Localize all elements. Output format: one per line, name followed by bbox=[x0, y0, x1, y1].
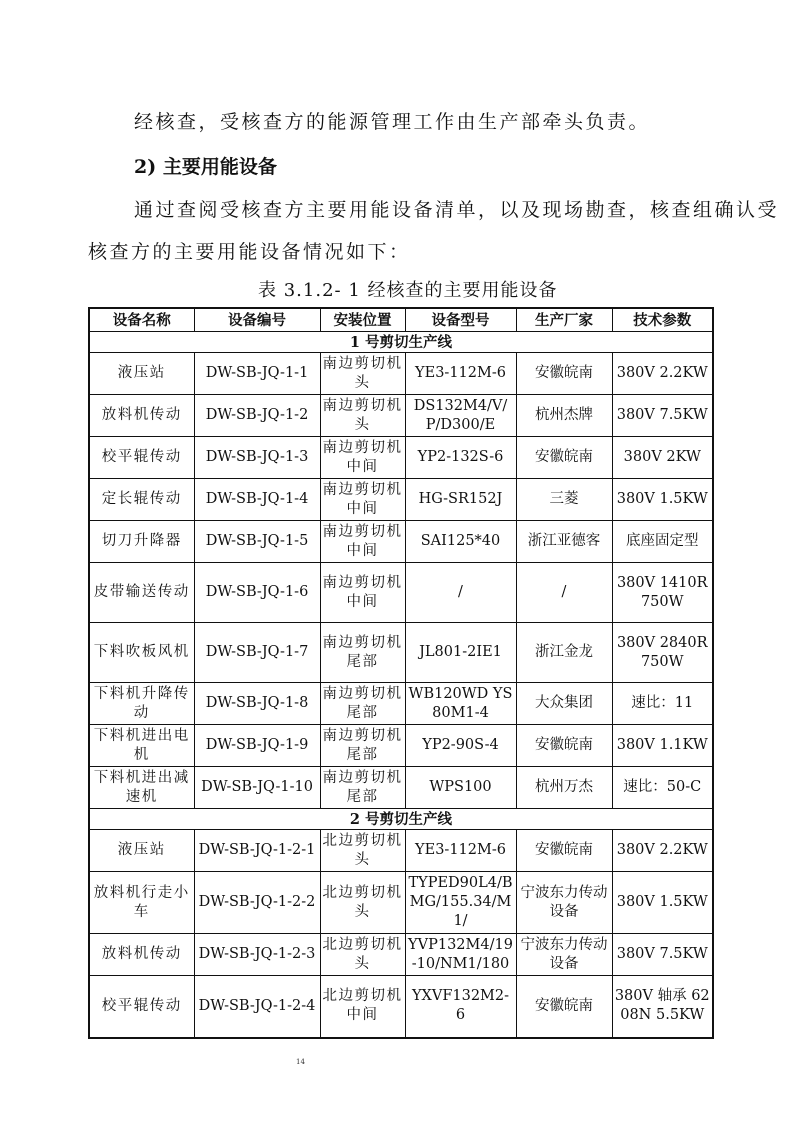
table-row bbox=[89, 767, 713, 809]
table-cell: 校平辊传动 bbox=[89, 437, 194, 479]
table-cell: 杭州万杰 bbox=[516, 767, 612, 809]
table-cell: 南边剪切机中间 bbox=[320, 563, 405, 623]
header-cell: 设备名称 bbox=[89, 308, 194, 332]
table-cell: 北边剪切机头 bbox=[320, 872, 405, 934]
table-cell: YP2-132S-6 bbox=[405, 437, 516, 479]
header-cell: 设备型号 bbox=[405, 308, 516, 332]
section-row bbox=[89, 809, 713, 830]
table-cell: 南边剪切机中间 bbox=[320, 437, 405, 479]
table-cell: 北边剪切机中间 bbox=[320, 976, 405, 1038]
table-cell: 南边剪切机尾部 bbox=[320, 683, 405, 725]
table-row bbox=[89, 934, 713, 976]
table-cell: 安徽皖南 bbox=[516, 353, 612, 395]
table-row bbox=[89, 872, 713, 934]
table-cell: 速比：11 bbox=[612, 683, 713, 725]
table-cell: 南边剪切机头 bbox=[320, 395, 405, 437]
table-cell: DW-SB-JQ-1-2-2 bbox=[194, 872, 320, 934]
section-heading: 2) 主要用能设备 bbox=[134, 156, 277, 178]
header-cell: 技术参数 bbox=[612, 308, 713, 332]
table-cell: 下料吹板风机 bbox=[89, 623, 194, 683]
table-cell: 液压站 bbox=[89, 353, 194, 395]
table-cell: DW-SB-JQ-1-10 bbox=[194, 767, 320, 809]
table-cell: 380V 轴承 6208N 5.5KW bbox=[612, 976, 713, 1038]
table-row bbox=[89, 437, 713, 479]
table-cell: 切刀升降器 bbox=[89, 521, 194, 563]
table-cell: 380V 2KW bbox=[612, 437, 713, 479]
section-label: 2 号剪切生产线 bbox=[89, 809, 713, 830]
table-cell: 南边剪切机中间 bbox=[320, 479, 405, 521]
table-cell: / bbox=[405, 563, 516, 623]
table-cell: DW-SB-JQ-1-6 bbox=[194, 563, 320, 623]
table-cell: 底座固定型 bbox=[612, 521, 713, 563]
table-cell: YVP132M4/19-10/NM1/180 bbox=[405, 934, 516, 976]
table-cell: 三菱 bbox=[516, 479, 612, 521]
table-cell: 南边剪切机中间 bbox=[320, 521, 405, 563]
table-cell: WB120WD YS80M1-4 bbox=[405, 683, 516, 725]
table-cell: 南边剪切机尾部 bbox=[320, 767, 405, 809]
table-cell: 南边剪切机尾部 bbox=[320, 623, 405, 683]
paragraph-responsibility: 经核查，受核查方的能源管理工作由生产部牵头负责。 bbox=[134, 111, 651, 133]
table-cell: WPS100 bbox=[405, 767, 516, 809]
table-cell: 380V 7.5KW bbox=[612, 395, 713, 437]
section-label: 1 号剪切生产线 bbox=[89, 332, 713, 353]
table-cell: 380V 7.5KW bbox=[612, 934, 713, 976]
table-cell: 杭州杰牌 bbox=[516, 395, 612, 437]
page-number: 14 bbox=[296, 1058, 305, 1066]
header-cell: 安装位置 bbox=[320, 308, 405, 332]
table-caption: 表 3.1.2- 1 经核查的主要用能设备 bbox=[258, 280, 558, 301]
table-cell: 下料机升降传动 bbox=[89, 683, 194, 725]
table-cell: 安徽皖南 bbox=[516, 830, 612, 872]
table-row bbox=[89, 623, 713, 683]
table-cell: HG-SR152J bbox=[405, 479, 516, 521]
table-cell: SAI125*40 bbox=[405, 521, 516, 563]
table-cell: YP2-90S-4 bbox=[405, 725, 516, 767]
table-cell: 380V 2840R 750W bbox=[612, 623, 713, 683]
table-row bbox=[89, 563, 713, 623]
table-row bbox=[89, 479, 713, 521]
section-row bbox=[89, 332, 713, 353]
table-cell: 380V 2.2KW bbox=[612, 830, 713, 872]
paragraph-intro-line2: 核查方的主要用能设备情况如下： bbox=[88, 241, 411, 263]
table-cell: 北边剪切机头 bbox=[320, 830, 405, 872]
table-row bbox=[89, 395, 713, 437]
table-cell: DW-SB-JQ-1-1 bbox=[194, 353, 320, 395]
table-cell: DW-SB-JQ-1-4 bbox=[194, 479, 320, 521]
table-row bbox=[89, 683, 713, 725]
table-cell: TYPED90L4/BMG/155.34/M1/ bbox=[405, 872, 516, 934]
table-cell: 宁波东力传动设备 bbox=[516, 934, 612, 976]
table-cell: DW-SB-JQ-1-9 bbox=[194, 725, 320, 767]
table-cell: 南边剪切机头 bbox=[320, 353, 405, 395]
table-row bbox=[89, 976, 713, 1038]
table-cell: 放料机行走小车 bbox=[89, 872, 194, 934]
table-cell: YXVF132M2-6 bbox=[405, 976, 516, 1038]
table-cell: / bbox=[516, 563, 612, 623]
table-row bbox=[89, 725, 713, 767]
table-row bbox=[89, 521, 713, 563]
table-header-row bbox=[89, 308, 713, 332]
table-cell: 南边剪切机尾部 bbox=[320, 725, 405, 767]
table-cell: YE3-112M-6 bbox=[405, 353, 516, 395]
table-cell: 380V 1.5KW bbox=[612, 479, 713, 521]
paragraph-intro-line1: 通过查阅受核查方主要用能设备清单，以及现场勘查，核查组确认受 bbox=[134, 199, 780, 221]
table-cell: 浙江金龙 bbox=[516, 623, 612, 683]
header-cell: 设备编号 bbox=[194, 308, 320, 332]
table-cell: 安徽皖南 bbox=[516, 976, 612, 1038]
table-cell: 放料机传动 bbox=[89, 395, 194, 437]
table-cell: DW-SB-JQ-1-2-3 bbox=[194, 934, 320, 976]
table-row bbox=[89, 353, 713, 395]
table-cell: 液压站 bbox=[89, 830, 194, 872]
table-cell: DW-SB-JQ-1-5 bbox=[194, 521, 320, 563]
table-cell: 大众集团 bbox=[516, 683, 612, 725]
table-cell: DW-SB-JQ-1-8 bbox=[194, 683, 320, 725]
table-cell: 下料机进出减速机 bbox=[89, 767, 194, 809]
table-cell: 定长辊传动 bbox=[89, 479, 194, 521]
table-cell: DW-SB-JQ-1-2-1 bbox=[194, 830, 320, 872]
table-cell: JL801-2IE1 bbox=[405, 623, 516, 683]
table-cell: 380V 1.5KW bbox=[612, 872, 713, 934]
table-cell: 校平辊传动 bbox=[89, 976, 194, 1038]
table-cell: 宁波东力传动设备 bbox=[516, 872, 612, 934]
table-cell: 浙江亚德客 bbox=[516, 521, 612, 563]
table-row bbox=[89, 830, 713, 872]
table-cell: 放料机传动 bbox=[89, 934, 194, 976]
table-cell: YE3-112M-6 bbox=[405, 830, 516, 872]
header-cell: 生产厂家 bbox=[516, 308, 612, 332]
table-cell: DS132M4/V/P/D300/E bbox=[405, 395, 516, 437]
table-cell: 380V 1410R 750W bbox=[612, 563, 713, 623]
table-cell: 北边剪切机头 bbox=[320, 934, 405, 976]
table-cell: 下料机进出电机 bbox=[89, 725, 194, 767]
table-cell: 速比：50-C bbox=[612, 767, 713, 809]
table-cell: 安徽皖南 bbox=[516, 437, 612, 479]
table-cell: DW-SB-JQ-1-3 bbox=[194, 437, 320, 479]
table-cell: DW-SB-JQ-1-7 bbox=[194, 623, 320, 683]
equipment-table bbox=[88, 307, 714, 1039]
table-cell: 380V 2.2KW bbox=[612, 353, 713, 395]
table-cell: 380V 1.1KW bbox=[612, 725, 713, 767]
table-cell: DW-SB-JQ-1-2-4 bbox=[194, 976, 320, 1038]
table-cell: 皮带输送传动 bbox=[89, 563, 194, 623]
table-cell: DW-SB-JQ-1-2 bbox=[194, 395, 320, 437]
table-cell: 安徽皖南 bbox=[516, 725, 612, 767]
